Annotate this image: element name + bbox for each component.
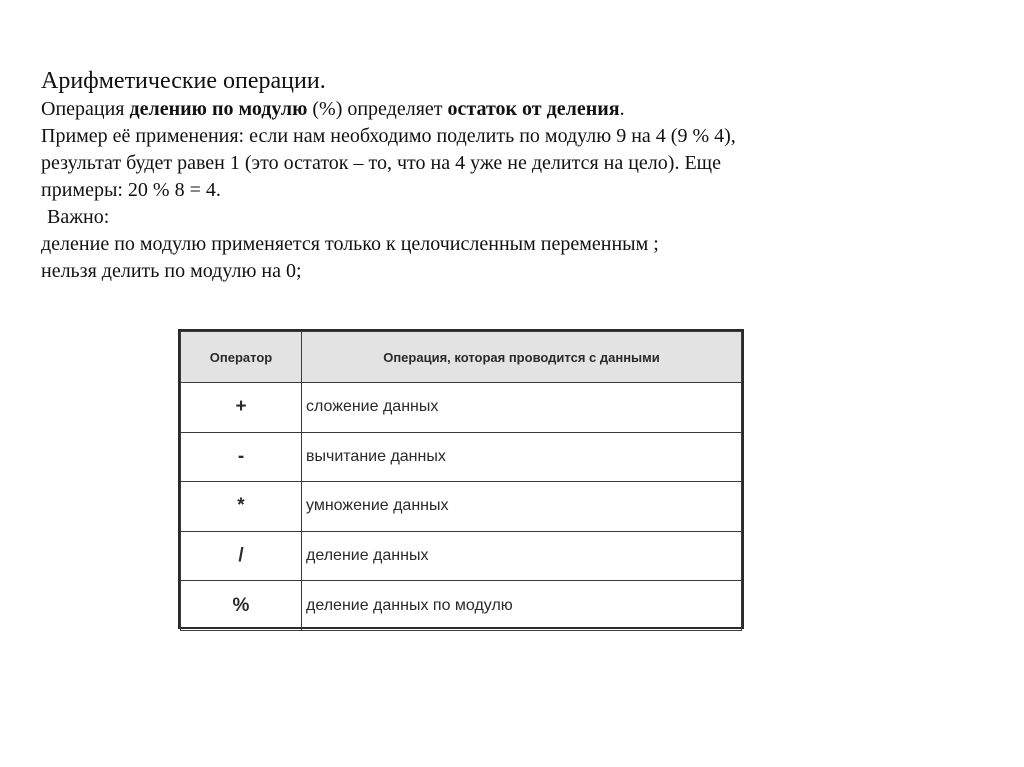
table-row bbox=[181, 482, 742, 532]
operator-cell: / bbox=[181, 531, 302, 581]
rule-integer-only: деление по модулю применяется только к целочисленным переменным ; bbox=[41, 233, 659, 255]
operation-cell: деление данных bbox=[302, 531, 742, 581]
rule-no-zero-divisor: нельзя делить по модулю на 0; bbox=[41, 260, 302, 282]
important-heading: Важно: bbox=[47, 206, 110, 228]
example-line-1: Пример её применения: если нам необходимо поделить по модулю 9 на 4 (9 % 4), bbox=[41, 125, 736, 147]
operators-table-frame bbox=[178, 329, 744, 629]
operation-cell: умножение данных bbox=[302, 482, 742, 532]
slide-title: Арифметические операции. bbox=[41, 68, 326, 94]
operation-cell: деление данных по модулю bbox=[302, 581, 742, 631]
operator-cell: % bbox=[181, 581, 302, 631]
slide-text bbox=[41, 66, 1001, 285]
table-header-row bbox=[181, 332, 742, 383]
bold-term-remainder: остаток от деления bbox=[447, 98, 620, 120]
operators-table bbox=[180, 331, 742, 631]
bold-term-modulo-division: делению по модулю bbox=[129, 98, 308, 120]
header-operation: Операция, которая проводится с данными bbox=[302, 332, 742, 383]
operator-cell: + bbox=[181, 383, 302, 433]
text-fragment: . bbox=[619, 98, 625, 120]
operation-cell: вычитание данных bbox=[302, 432, 742, 482]
example-line-2: результат будет равен 1 (это остаток – то, что на 4 уже не делится на цело). Еще bbox=[41, 152, 721, 174]
table-row bbox=[181, 432, 742, 482]
operator-cell: - bbox=[181, 432, 302, 482]
table-row bbox=[181, 383, 742, 433]
modulo-definition-line bbox=[41, 96, 1001, 123]
text-fragment: Операция bbox=[41, 98, 130, 120]
table-row bbox=[181, 531, 742, 581]
text-fragment: (%) определяет bbox=[307, 98, 448, 120]
operation-cell: сложение данных bbox=[302, 383, 742, 433]
example-line-3: примеры: 20 % 8 = 4. bbox=[41, 179, 221, 201]
table-row bbox=[181, 581, 742, 631]
header-operator: Оператор bbox=[181, 332, 302, 383]
operator-cell: * bbox=[181, 482, 302, 532]
